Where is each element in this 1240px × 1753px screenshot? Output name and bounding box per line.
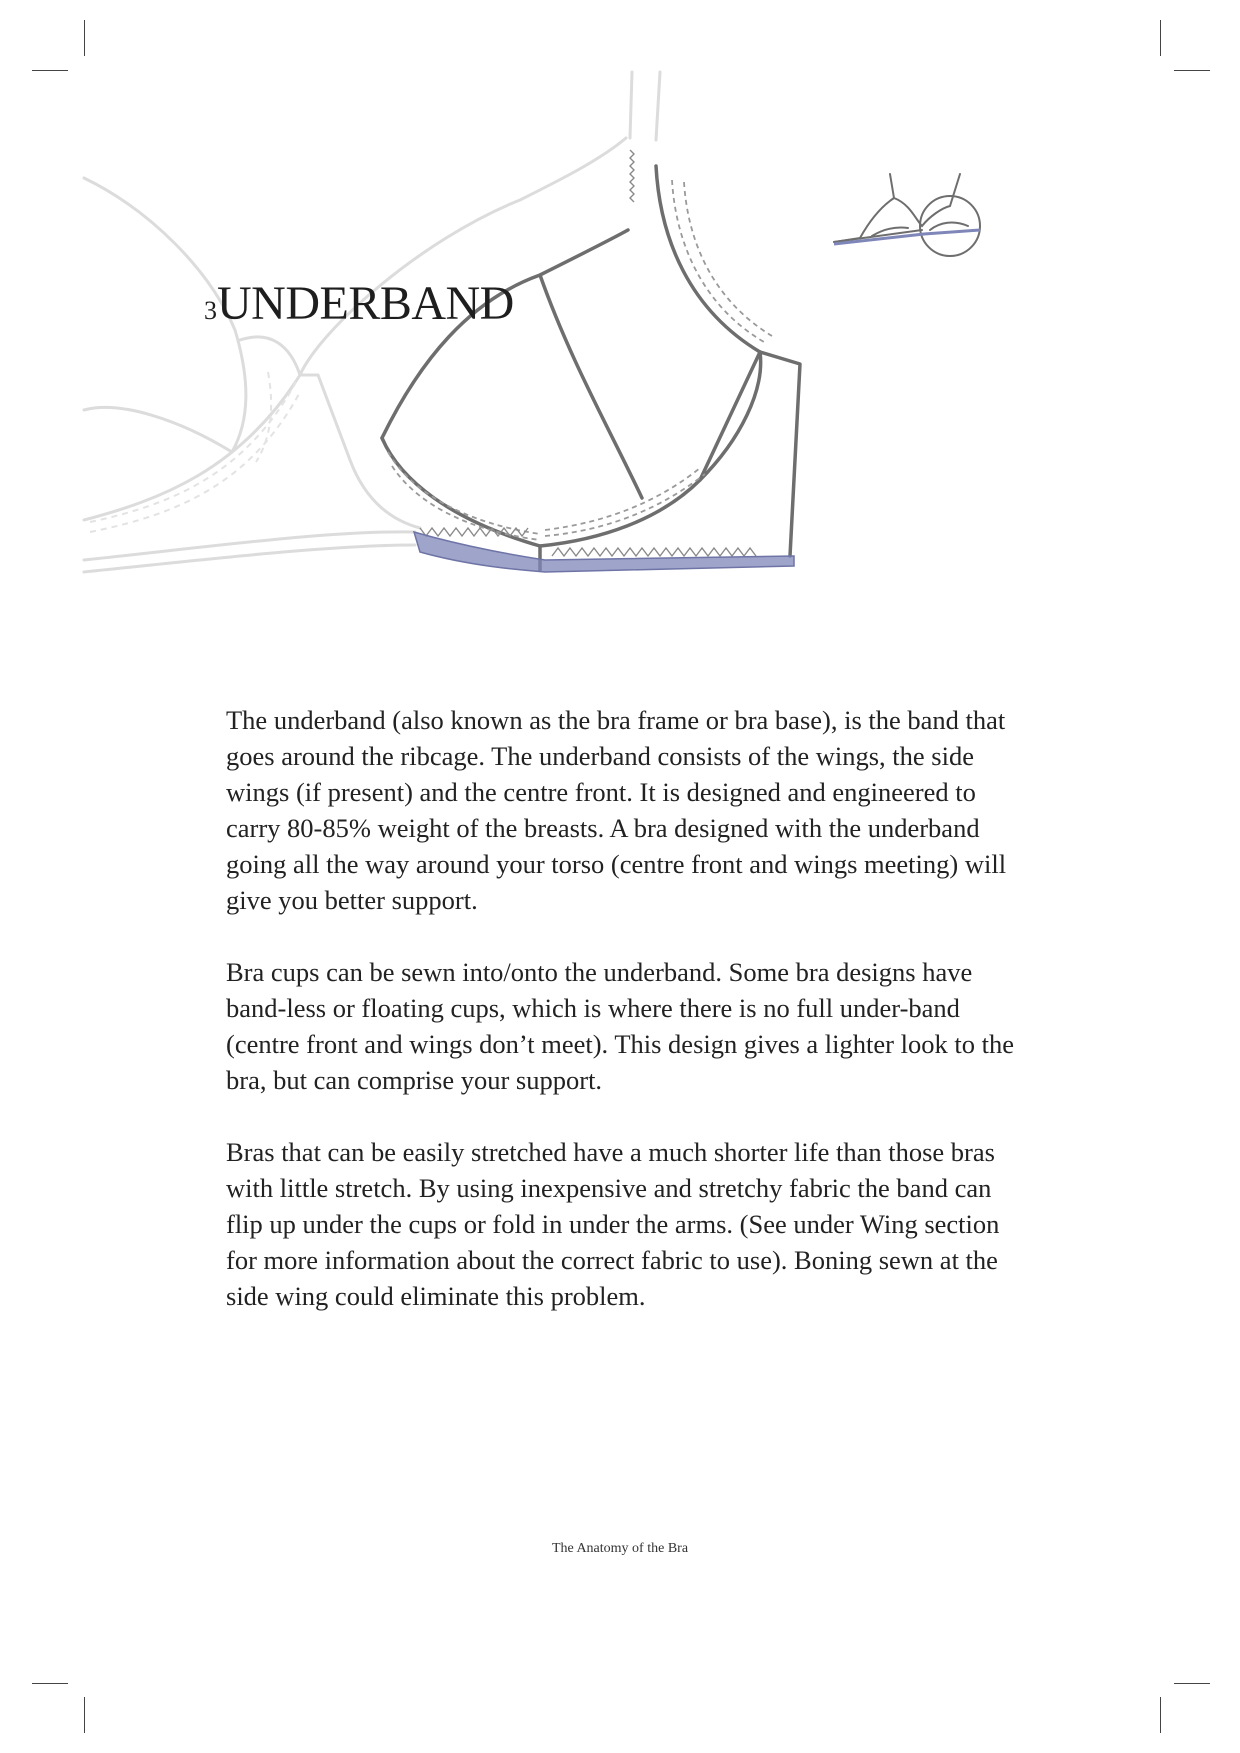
crop-mark <box>1174 1683 1210 1684</box>
crop-mark <box>84 1697 85 1733</box>
page-footer: The Anatomy of the Bra <box>551 1541 689 1556</box>
section-heading <box>204 276 514 331</box>
paragraph: Bras that can be easily stretched have a much shorter life than those bras with little stretch. By using inexpensive and stretchy fabric the band can flip up under the cups or fold in under the arms. (See under Wing section for more information about the correct fabric to use). Boning sewn at the side wing could eliminate this problem. <box>226 1137 1000 1311</box>
section-title: UNDERBAND <box>217 277 514 330</box>
paragraph: Bra cups can be sewn into/onto the underband. Some bra designs have band-less or floating cups, which is where there is no full under-band (centre front and wings don’t meet). This design gives a lighter look to the bra, but can comprise your support. <box>226 957 1014 1095</box>
crop-mark <box>32 1683 68 1684</box>
section-number: 3 <box>204 296 217 325</box>
bra-thumbnail-icon <box>830 160 1010 270</box>
crop-mark <box>1160 1697 1161 1733</box>
paragraph: The underband (also known as the bra frame or bra base), is the band that goes around the ribcage. The underband consists of the wings, the side wings (if present) and the centre front. It is designed and engineered to carry 80-85% weight of the breasts. A bra designed with the underband going all the way around your torso (centre front and wings meeting) will give you better support. <box>226 705 1007 915</box>
bra-underband-illustration <box>0 0 1240 600</box>
body-text <box>226 702 1016 1350</box>
